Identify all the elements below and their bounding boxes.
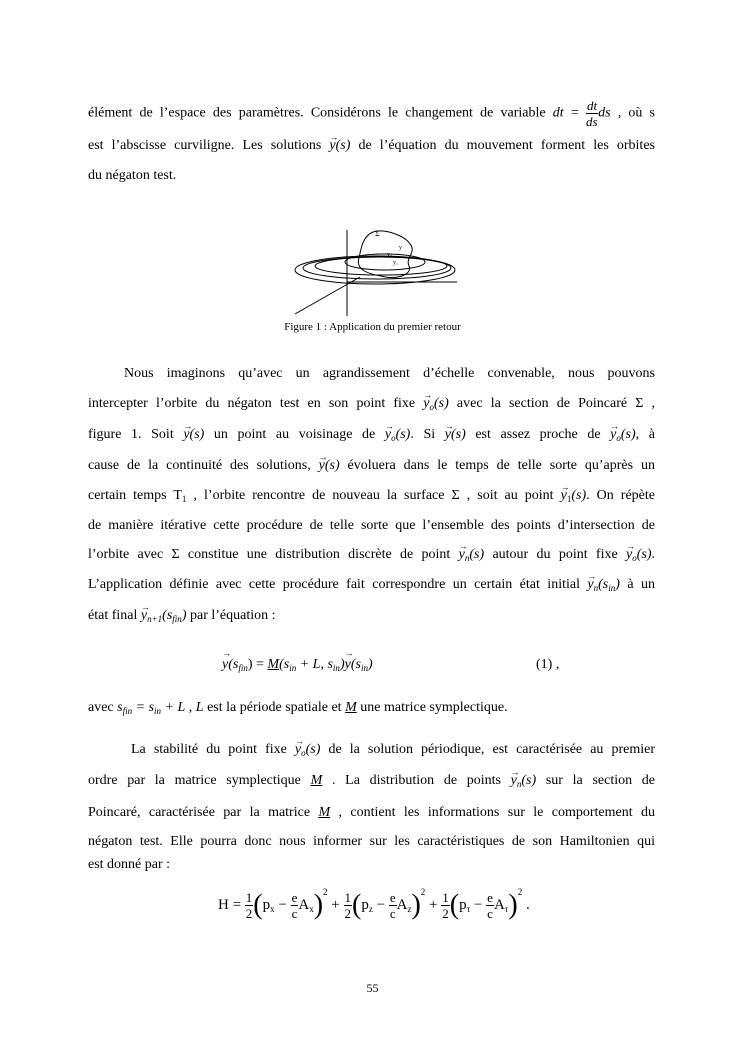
label-sigma: Σ <box>375 229 380 238</box>
text-line: de manière itérative cette procédure de telle sorte que l’ensemble des points d’intersection de <box>88 518 655 533</box>
text-line: élément de l’espace des paramètres. Considérons le changement de variable dt = $\frac{dt}{ds}$ ds , où s <box>88 98 656 129</box>
text-line: figure 1. Soit → y(s) un point au voisinage de → $y_o(s)$. Si → y(s) est assez proche de → $y_o(s)$, à <box>88 426 655 447</box>
text-line: cause de la continuité des solutions, → y(s) évoluera dans le temps de telle sorte qu’après un <box>88 457 655 475</box>
text-line: L’application définie avec cette procédure fait correspondre un certain état initial → $y_n(s_{in})$ à un <box>88 576 655 597</box>
figure-caption: Figure 1 : Application du premier retour <box>284 321 461 333</box>
poincare-section-figure <box>285 222 465 318</box>
label-y0: y₀ <box>387 252 393 258</box>
text-line: La stabilité du point fixe → $y_o(s)$ de la solution périodique, est caractérisée au premier <box>131 741 655 762</box>
text-line: est donné par : <box>88 857 171 872</box>
text-line: intercepter l’orbite du négaton test en son point fixe → $y_o(s)$ avec la section de Poincaré Σ , <box>88 395 655 416</box>
label-y1: y₁ <box>393 260 399 266</box>
label-y: y <box>399 245 402 251</box>
equation-number: (1) , <box>536 657 560 672</box>
diagonal-axis <box>295 277 360 314</box>
text-line: du négaton test. <box>88 168 177 183</box>
equation-1: → $y(s_{fin}) = M(s_{in} + L$, $s_{in})\to y(s_{in})$ <box>222 657 373 673</box>
text-line: état final → $y_{n+1}(s_{fin})$ par l’équation : <box>88 607 655 628</box>
fraction: $\frac{dt}{ds}$ <box>585 98 598 129</box>
text-line: Nous imaginons qu’avec un agrandissement d’échelle convenable, nous pouvons <box>124 366 655 381</box>
text-line: avec $s_{fin} = s_{in} + L$ , L est la période spatiale et M une matrice symplectique. <box>88 700 508 716</box>
text-line: négaton test. Elle pourra donc nous informer sur les caractéristiques de son Hamiltonien qui <box>88 834 655 849</box>
orbit-loop <box>315 257 447 275</box>
text-line: Poincaré, caractérisée par la matrice M , contient les informations sur le comportement du <box>88 805 655 820</box>
text-line: l’orbite avec Σ constitue une distribution discrète de point → $y_n(s)$ autour du point fixe → $y_o(s)$. <box>88 546 655 567</box>
hamiltonian-equation: H = $\frac{1}{2}$ ($p_x$ − $\frac{e}{c}$ $A_x)^2$ + $\frac{1}{2}$ ($p_z$ − $\frac{e}{c}$ $A_z)^2$ + $\frac{1}{2}$ ($p_\tau$ − $\frac{e}{c}$ $A_\tau)^2$ . <box>218 887 530 922</box>
text-line: certain temps $T_1$ , l’orbite rencontre de nouveau la surface Σ , soit au point → $y_1(s)$. On répète <box>88 487 655 508</box>
page-number: 55 <box>366 981 379 995</box>
text-line: est l’abscisse curviligne. Les solutions → y(s) de l’équation du mouvement forment les orbites <box>88 137 655 155</box>
text-line: ordre par la matrice symplectique M . La distribution de points → $y_n(s)$ sur la section de <box>88 772 655 793</box>
